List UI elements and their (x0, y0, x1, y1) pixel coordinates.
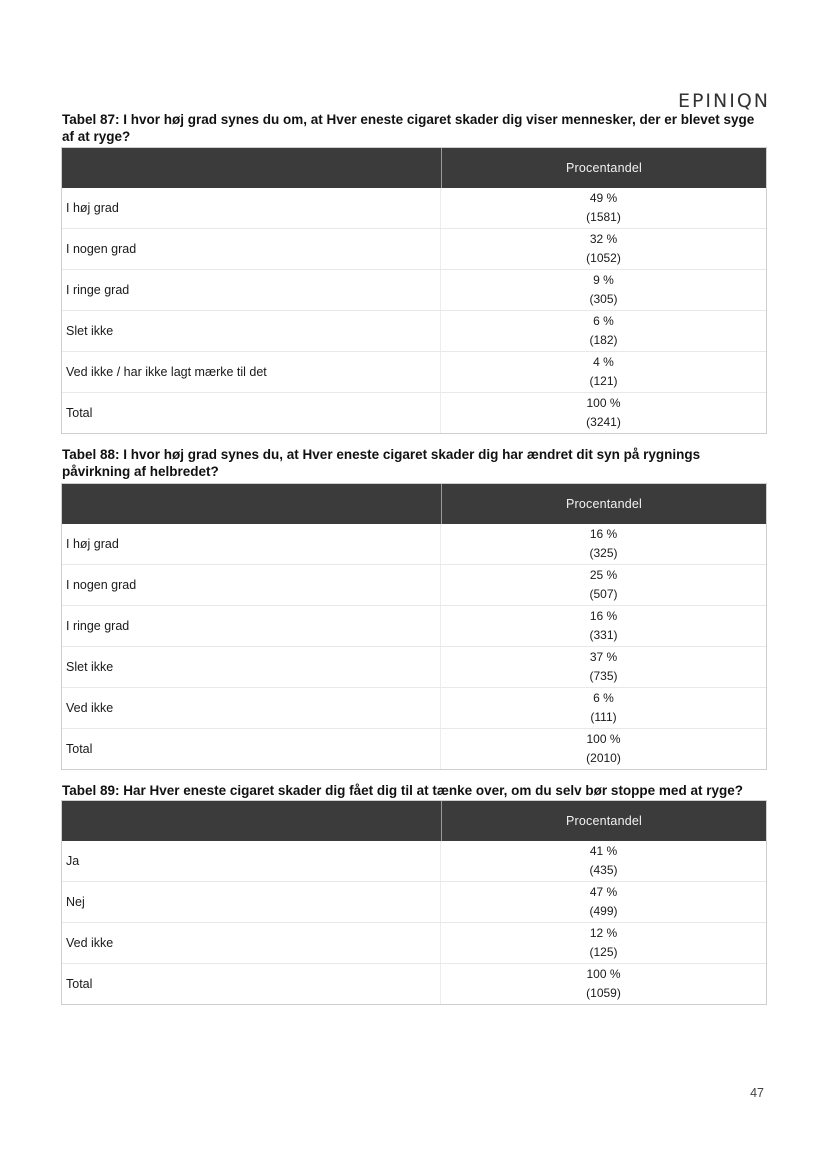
row-value (441, 688, 766, 728)
column-header-percent: Procentandel (565, 161, 643, 175)
row-percent: 100 % (586, 967, 621, 981)
header-empty-cell (62, 801, 442, 841)
row-count: (735) (589, 669, 618, 683)
table-89-body (62, 841, 766, 1004)
row-percent: 16 % (589, 527, 618, 541)
row-percent: 16 % (589, 609, 618, 623)
row-value (441, 352, 766, 392)
row-label: I nogen grad (62, 565, 441, 605)
table-row (62, 687, 766, 728)
row-percent: 4 % (593, 355, 614, 369)
row-percent: 25 % (589, 568, 618, 582)
row-value (441, 229, 766, 269)
row-percent: 32 % (589, 232, 618, 246)
row-label: I ringe grad (62, 270, 441, 310)
row-value (441, 565, 766, 605)
table-89-caption: Tabel 89: Har Hver eneste cigaret skader dig fået dig til at tænke over, om du selv bør stoppe med at ryge? (62, 783, 743, 798)
row-label: Nej (62, 882, 441, 922)
row-value (441, 841, 766, 881)
row-value (441, 270, 766, 310)
table-row-total (62, 963, 766, 1004)
table-row (62, 605, 766, 646)
row-label: Ja (62, 841, 441, 881)
row-label: Ved ikke (62, 688, 441, 728)
row-value (441, 647, 766, 687)
table-row (62, 188, 766, 228)
row-label: Total (62, 393, 441, 433)
table-87-body (62, 188, 766, 433)
table-row-total (62, 392, 766, 433)
table-row-total (62, 728, 766, 769)
row-percent: 49 % (589, 191, 618, 205)
brand-logo: EPINIQN (677, 90, 770, 112)
row-value (441, 606, 766, 646)
table-88 (61, 483, 767, 770)
table-89 (61, 800, 767, 1005)
header-empty-cell (62, 484, 442, 524)
row-percent: 100 % (586, 396, 621, 410)
row-value (441, 882, 766, 922)
row-count: (182) (589, 333, 618, 347)
page-number: 47 (750, 1086, 764, 1100)
row-label: Total (62, 964, 441, 1004)
table-87-caption: Tabel 87: I hvor høj grad synes du om, at Hver eneste cigaret skader dig viser mennesker, der er blevet syge af at ryge? (62, 112, 755, 144)
row-count: (121) (589, 374, 618, 388)
row-count: (331) (589, 628, 618, 642)
row-count: (305) (589, 292, 618, 306)
table-87 (61, 147, 767, 434)
row-percent: 6 % (593, 691, 614, 705)
row-percent: 41 % (589, 844, 618, 858)
row-label: Slet ikke (62, 311, 441, 351)
row-value (441, 964, 766, 1004)
row-count: (3241) (586, 415, 621, 429)
row-count: (125) (589, 945, 618, 959)
row-percent: 37 % (589, 650, 618, 664)
table-89-header (62, 801, 766, 841)
row-label: I høj grad (62, 188, 441, 228)
table-row (62, 564, 766, 605)
row-value (441, 923, 766, 963)
row-value (441, 311, 766, 351)
row-value (441, 393, 766, 433)
row-percent: 6 % (593, 314, 614, 328)
row-value (441, 729, 766, 769)
row-value (441, 188, 766, 228)
table-row (62, 841, 766, 881)
row-label: Ved ikke / har ikke lagt mærke til det (62, 352, 441, 392)
table-row (62, 646, 766, 687)
row-count: (111) (590, 710, 617, 724)
table-row (62, 269, 766, 310)
table-87-header (62, 148, 766, 188)
table-row (62, 922, 766, 963)
row-percent: 9 % (593, 273, 614, 287)
row-count: (1581) (586, 210, 621, 224)
row-label: I høj grad (62, 524, 441, 564)
column-header-percent: Procentandel (565, 497, 643, 511)
row-count: (1052) (586, 251, 621, 265)
row-label: Total (62, 729, 441, 769)
table-88-header (62, 484, 766, 524)
row-percent: 12 % (589, 926, 618, 940)
row-value (441, 524, 766, 564)
table-row (62, 228, 766, 269)
row-percent: 47 % (589, 885, 618, 899)
row-label: I ringe grad (62, 606, 441, 646)
row-count: (507) (589, 587, 618, 601)
table-row (62, 310, 766, 351)
row-count: (499) (589, 904, 618, 918)
table-row (62, 881, 766, 922)
row-label: I nogen grad (62, 229, 441, 269)
row-label: Slet ikke (62, 647, 441, 687)
header-empty-cell (62, 148, 442, 188)
row-label: Ved ikke (62, 923, 441, 963)
table-88-body (62, 524, 766, 769)
table-row (62, 524, 766, 564)
row-percent: 100 % (586, 732, 621, 746)
row-count: (2010) (586, 751, 621, 765)
row-count: (325) (589, 546, 618, 560)
table-88-caption: Tabel 88: I hvor høj grad synes du, at Hver eneste cigaret skader dig har ændret dit syn på rygnings påvirkning af helbredet? (62, 447, 701, 479)
row-count: (435) (589, 863, 618, 877)
row-count: (1059) (586, 986, 621, 1000)
column-header-percent: Procentandel (565, 814, 643, 828)
table-row (62, 351, 766, 392)
